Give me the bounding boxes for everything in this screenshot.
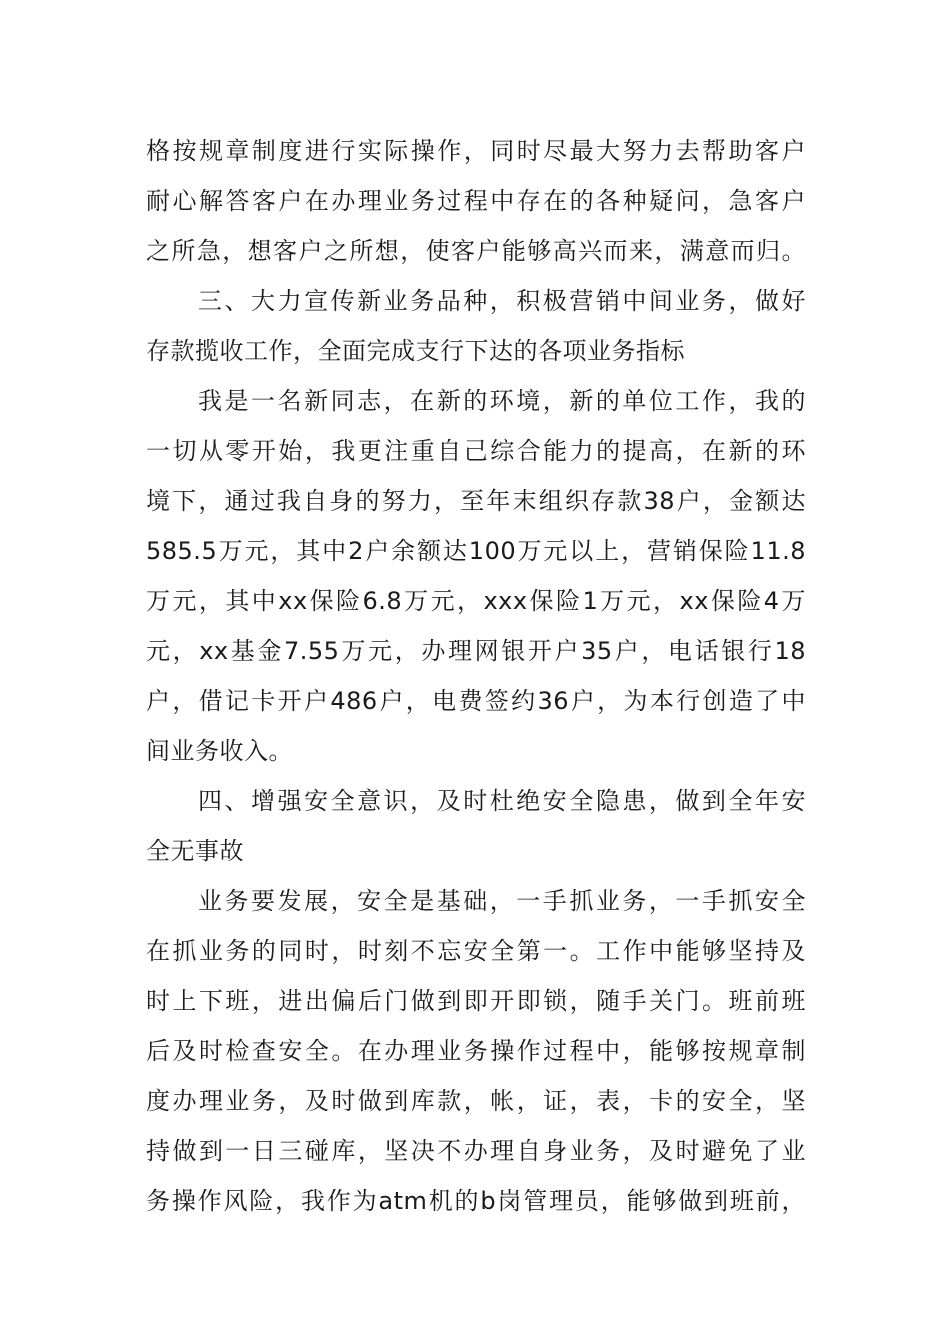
text-line: 持做到一日三碰库，坚决不办理自身业务，及时避免了业 (146, 1137, 806, 1165)
text-line: 境下，通过我自身的努力，至年末组织存款38户，金额达 (146, 487, 806, 515)
text-line: 元，xx基金7.55万元，办理网银开户35户，电话银行18 (146, 637, 806, 665)
section-heading-3-cont: 存款揽收工作，全面完成支行下达的各项业务指标 (146, 337, 685, 365)
text-line: 格按规章制度进行实际操作，同时尽最大努力去帮助客户 (146, 137, 806, 165)
section-heading-4-cont: 全无事故 (146, 837, 244, 865)
text-line: 之所急，想客户之所想，使客户能够高兴而来，满意而归。 (146, 237, 806, 265)
text-line: 度办理业务，及时做到库款，帐，证，表，卡的安全，坚 (146, 1087, 806, 1115)
text-line: 我是一名新同志，在新的环境，新的单位工作，我的 (198, 387, 806, 415)
text-line: 后及时检查安全。在办理业务操作过程中，能够按规章制 (146, 1037, 806, 1065)
section-heading-4: 四、增强安全意识，及时杜绝安全隐患，做到全年安 (198, 787, 806, 815)
text-line: 一切从零开始，我更注重自己综合能力的提高，在新的环 (146, 437, 806, 465)
document-body (146, 126, 806, 1226)
text-line: 在抓业务的同时，时刻不忘安全第一。工作中能够坚持及 (146, 937, 806, 965)
text-line: 务操作风险，我作为atm机的b岗管理员，能够做到班前， (146, 1187, 806, 1215)
section-heading-3: 三、大力宣传新业务品种，积极营销中间业务，做好 (198, 287, 806, 315)
text-line: 585.5万元，其中2户余额达100万元以上，营销保险11.8 (146, 537, 806, 565)
text-line: 万元，其中xx保险6.8万元，xxx保险1万元，xx保险4万 (146, 587, 806, 615)
text-line: 户，借记卡开户486户，电费签约36户，为本行创造了中 (146, 687, 806, 715)
text-line: 业务要发展，安全是基础，一手抓业务，一手抓安全 (198, 887, 806, 915)
text-line: 时上下班，进出偏后门做到即开即锁，随手关门。班前班 (146, 987, 806, 1015)
text-line: 间业务收入。 (146, 737, 293, 765)
text-line: 耐心解答客户在办理业务过程中存在的各种疑问，急客户 (146, 187, 806, 215)
